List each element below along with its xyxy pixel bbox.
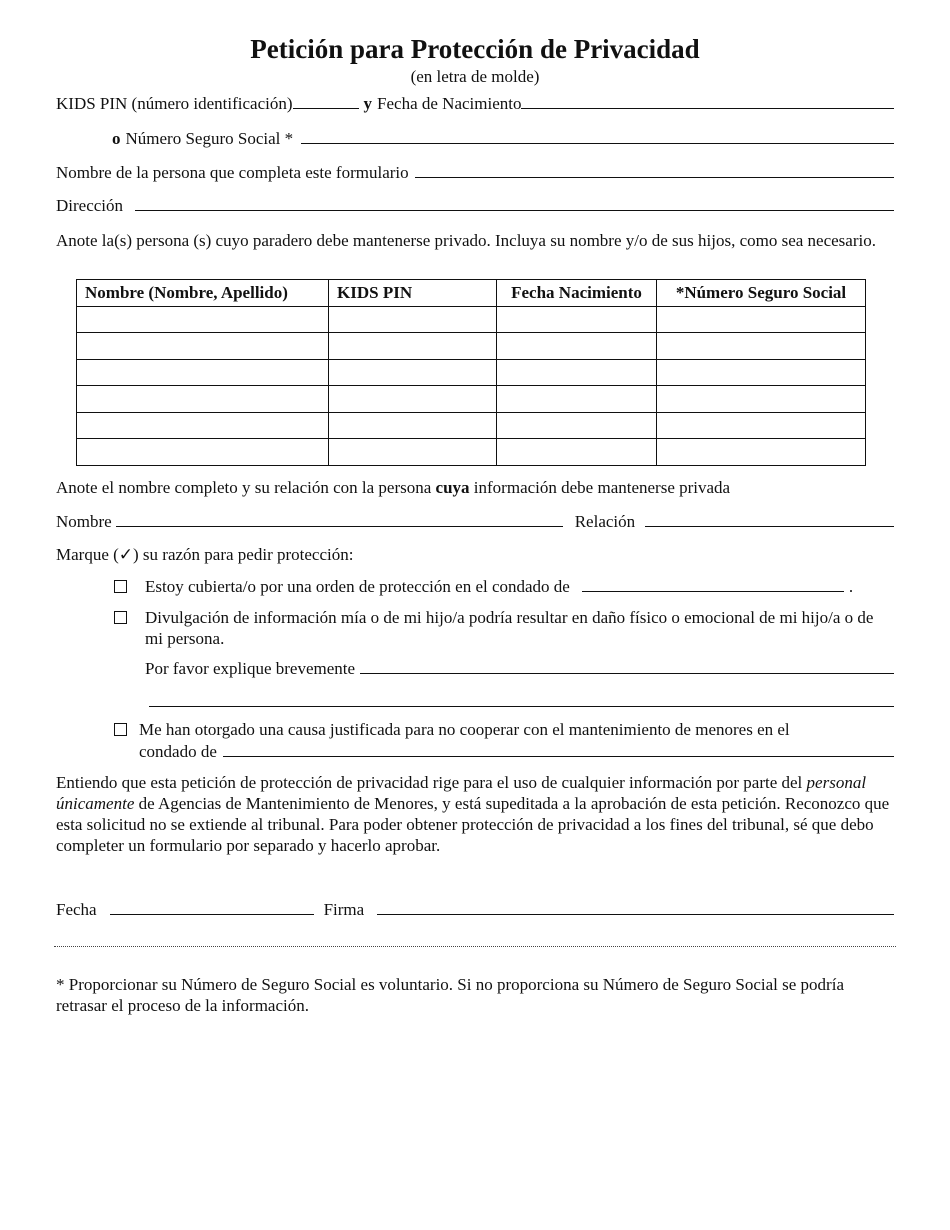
kids-pin-label: KIDS PIN (número identificación)	[56, 94, 293, 113]
or-word: o	[112, 129, 121, 148]
ssn-cell[interactable]	[657, 386, 866, 413]
relation-instructions-end: información debe mantenerse privada	[469, 478, 731, 497]
kids-pin-cell[interactable]	[329, 412, 497, 439]
dob-cell[interactable]	[497, 333, 657, 360]
kids-pin-row	[56, 93, 894, 115]
explain-row	[145, 658, 894, 680]
kids-pin-cell[interactable]	[329, 439, 497, 466]
option3-county-row	[139, 741, 894, 763]
persons-table	[76, 279, 866, 466]
table-header-row	[77, 280, 866, 307]
statement-part3: de Agencias de Mantenimiento de Menores, y está supeditada a la aprobación de esta petición. Reconozco que esta solicitud no se extiende al tribunal. Para poder obtener protección de privacidad a los fines del tribunal, sé que debo completer un formulario por separado y hacerlo aprobar.	[56, 794, 890, 855]
option1-checkbox[interactable]	[114, 580, 127, 593]
dob-cell[interactable]	[497, 412, 657, 439]
statement-part1: Entiendo que esta petición de protección de privacidad rige para el uso de cualquier información por parte del	[56, 773, 807, 792]
explain-field[interactable]	[360, 658, 894, 674]
explain-field-line2[interactable]	[149, 706, 894, 707]
date-label: Fecha	[56, 900, 97, 919]
persons-instructions: Anote la(s) persona (s) cuyo paradero debe mantenerse privado. Incluya su nombre y/o de sus hijos, como sea necesario.	[56, 231, 876, 250]
relation-instructions-bold: cuya	[435, 478, 470, 497]
table-row	[77, 439, 866, 466]
ssn-row	[112, 128, 894, 150]
kids-pin-cell[interactable]	[329, 386, 497, 413]
name-cell[interactable]	[77, 412, 329, 439]
dob-field[interactable]	[521, 93, 894, 109]
dob-cell[interactable]	[497, 439, 657, 466]
relation-label: Relación	[574, 512, 636, 531]
address-field[interactable]	[135, 195, 894, 211]
relation-field[interactable]	[645, 511, 894, 527]
ssn-cell[interactable]	[657, 333, 866, 360]
explain-label: Por favor explique brevemente	[145, 659, 356, 678]
signature-row	[56, 899, 894, 921]
col-kids-pin-header: KIDS PIN	[329, 280, 497, 307]
ssn-cell[interactable]	[657, 359, 866, 386]
ssn-cell[interactable]	[657, 412, 866, 439]
separator-line	[54, 946, 896, 947]
name-cell[interactable]	[77, 333, 329, 360]
statement-paragraph	[56, 772, 894, 856]
table-row	[77, 359, 866, 386]
address-label: Dirección	[56, 196, 124, 215]
relative-name-field[interactable]	[116, 511, 563, 527]
address-row	[56, 195, 894, 217]
ssn-cell[interactable]	[657, 306, 866, 333]
relative-name-label: Nombre	[56, 512, 112, 531]
table-row	[77, 412, 866, 439]
kids-pin-cell[interactable]	[329, 333, 497, 360]
name-cell[interactable]	[77, 386, 329, 413]
option2-checkbox[interactable]	[114, 611, 127, 624]
option3-county-field[interactable]	[223, 741, 894, 757]
dob-cell[interactable]	[497, 306, 657, 333]
option1-county-field[interactable]	[582, 576, 844, 592]
relation-instructions-text: Anote el nombre completo y su relación con la persona	[56, 478, 436, 497]
signature-label: Firma	[323, 900, 365, 919]
option2-text: Divulgación de información mía o de mi hijo/a podría resultar en daño físico o emocional de mi hijo/a o de mi persona.	[145, 608, 874, 648]
dob-cell[interactable]	[497, 359, 657, 386]
col-name-header: Nombre (Nombre, Apellido)	[77, 280, 329, 307]
option1-row	[145, 576, 894, 598]
completer-row	[56, 162, 894, 184]
table-row	[77, 386, 866, 413]
ssn-label: Número Seguro Social *	[125, 129, 294, 148]
option3-checkbox[interactable]	[114, 723, 127, 736]
col-dob-header: Fecha Nacimiento	[497, 280, 657, 307]
dob-cell[interactable]	[497, 386, 657, 413]
name-cell[interactable]	[77, 359, 329, 386]
page-subtitle: (en letra de molde)	[410, 67, 540, 86]
reason-prompt: Marque (✓) su razón para pedir protección:	[56, 545, 354, 564]
completer-label: Nombre de la persona que completa este formulario	[56, 163, 409, 182]
relation-instructions	[56, 477, 894, 498]
col-ssn-header: *Número Seguro Social	[657, 280, 866, 307]
option3-county-label: condado de	[139, 742, 217, 761]
name-cell[interactable]	[77, 306, 329, 333]
date-field[interactable]	[110, 899, 314, 915]
kids-pin-cell[interactable]	[329, 359, 497, 386]
ssn-field[interactable]	[301, 128, 894, 144]
signature-field[interactable]	[377, 899, 894, 915]
option1-period: .	[848, 577, 854, 596]
table-row	[77, 333, 866, 360]
kids-pin-cell[interactable]	[329, 306, 497, 333]
page-title: Petición para Protección de Privacidad	[250, 34, 700, 64]
option1-text: Estoy cubierta/o por una orden de protección en el condado de	[145, 577, 570, 596]
name-cell[interactable]	[77, 439, 329, 466]
option3-text: Me han otorgado una causa justificada para no cooperar con el mantenimiento de menores en el	[139, 720, 790, 739]
and-word: y	[363, 94, 373, 113]
relation-row	[56, 511, 894, 533]
table-row	[77, 306, 866, 333]
kids-pin-field[interactable]	[293, 93, 359, 109]
dob-label: Fecha de Nacimiento	[377, 94, 522, 113]
completer-field[interactable]	[415, 162, 894, 178]
statement-italic: personal únicamente	[56, 773, 867, 813]
ssn-cell[interactable]	[657, 439, 866, 466]
footnote: * Proporcionar su Número de Seguro Social es voluntario. Si no proporciona su Número de Seguro Social se podría retrasar el proceso de la información.	[56, 975, 844, 1015]
